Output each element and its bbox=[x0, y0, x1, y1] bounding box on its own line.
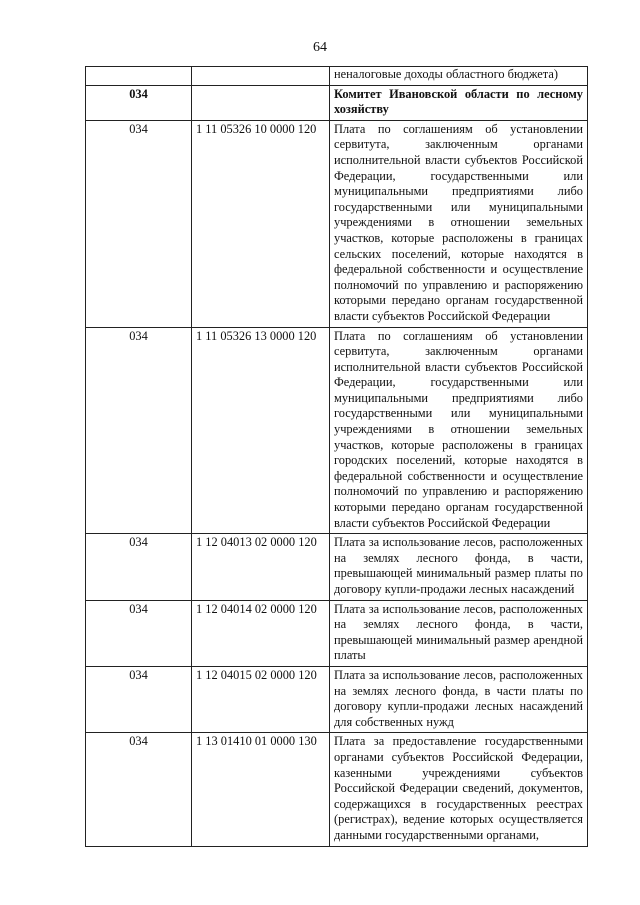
admin-code-cell: 034 bbox=[86, 327, 192, 534]
admin-code-cell bbox=[86, 67, 192, 86]
admin-code-cell: 034 bbox=[86, 534, 192, 600]
page-number: 64 bbox=[313, 40, 327, 55]
revenue-codes-table bbox=[85, 66, 588, 847]
committee-admin-code: 034 bbox=[86, 85, 192, 120]
committee-name: Комитет Ивановской области по лесному хозяйству bbox=[330, 85, 588, 120]
table-row bbox=[86, 600, 588, 666]
description-cell: Плата за использование лесов, расположенных на землях лесного фонда, в части, превышающей минимальный размер арендной платы bbox=[330, 600, 588, 666]
budget-code-cell: 1 12 04013 02 0000 120 bbox=[192, 534, 330, 600]
table-row bbox=[86, 120, 588, 327]
budget-code-cell: 1 13 01410 01 0000 130 bbox=[192, 733, 330, 846]
description-cell: неналоговые доходы областного бюджета) bbox=[330, 67, 588, 86]
budget-code-cell: 1 12 04015 02 0000 120 bbox=[192, 666, 330, 732]
table-row-continuation bbox=[86, 67, 588, 86]
admin-code-cell: 034 bbox=[86, 733, 192, 846]
description-cell: Плата по соглашениям об установлении сервитута, заключенным органами исполнительной власти субъектов Российской Федерации, государственными или муниципальными предприятиями либо государственными или муниципальными учреждениями в отношении земельных участков, которые расположены в границах сельских поселений, которые находятся в федеральной собственности и осуществление полномочий по управлению и распоряжению которыми передано органам государственной власти субъектов Российской Федерации bbox=[330, 120, 588, 327]
committee-budget-code bbox=[192, 85, 330, 120]
description-cell: Плата за использование лесов, расположенных на землях лесного фонда, в части платы по договору купли-продажи лесных насаждений для собственных нужд bbox=[330, 666, 588, 732]
budget-code-cell: 1 11 05326 10 0000 120 bbox=[192, 120, 330, 327]
budget-code-cell: 1 11 05326 13 0000 120 bbox=[192, 327, 330, 534]
table-row-committee bbox=[86, 85, 588, 120]
table-row bbox=[86, 327, 588, 534]
budget-code-cell: 1 12 04014 02 0000 120 bbox=[192, 600, 330, 666]
description-cell: Плата по соглашениям об установлении сервитута, заключенным органами исполнительной власти субъектов Российской Федерации, государственными или муниципальными предприятиями либо государственными или муниципальными учреждениями в отношении земельных участков, которые расположены в границах городских поселений, которые находятся в федеральной собственности и осуществление полномочий по управлению и распоряжению которыми передано органам государственной власти субъектов Российской Федерации bbox=[330, 327, 588, 534]
description-cell: Плата за использование лесов, расположенных на землях лесного фонда, в части, превышающей минимальный размер платы по договору купли-продажи лесных насаждений bbox=[330, 534, 588, 600]
admin-code-cell: 034 bbox=[86, 600, 192, 666]
table-row bbox=[86, 534, 588, 600]
admin-code-cell: 034 bbox=[86, 120, 192, 327]
budget-code-cell bbox=[192, 67, 330, 86]
table-row bbox=[86, 666, 588, 732]
admin-code-cell: 034 bbox=[86, 666, 192, 732]
description-cell: Плата за предоставление государственными органами субъектов Российской Федерации, казенными учреждениями субъектов Российской Федерации сведений, документов, содержащихся в государственных реестрах (регистрах), ведение которых осуществляется данными государственными органами, bbox=[330, 733, 588, 846]
table-row bbox=[86, 733, 588, 846]
